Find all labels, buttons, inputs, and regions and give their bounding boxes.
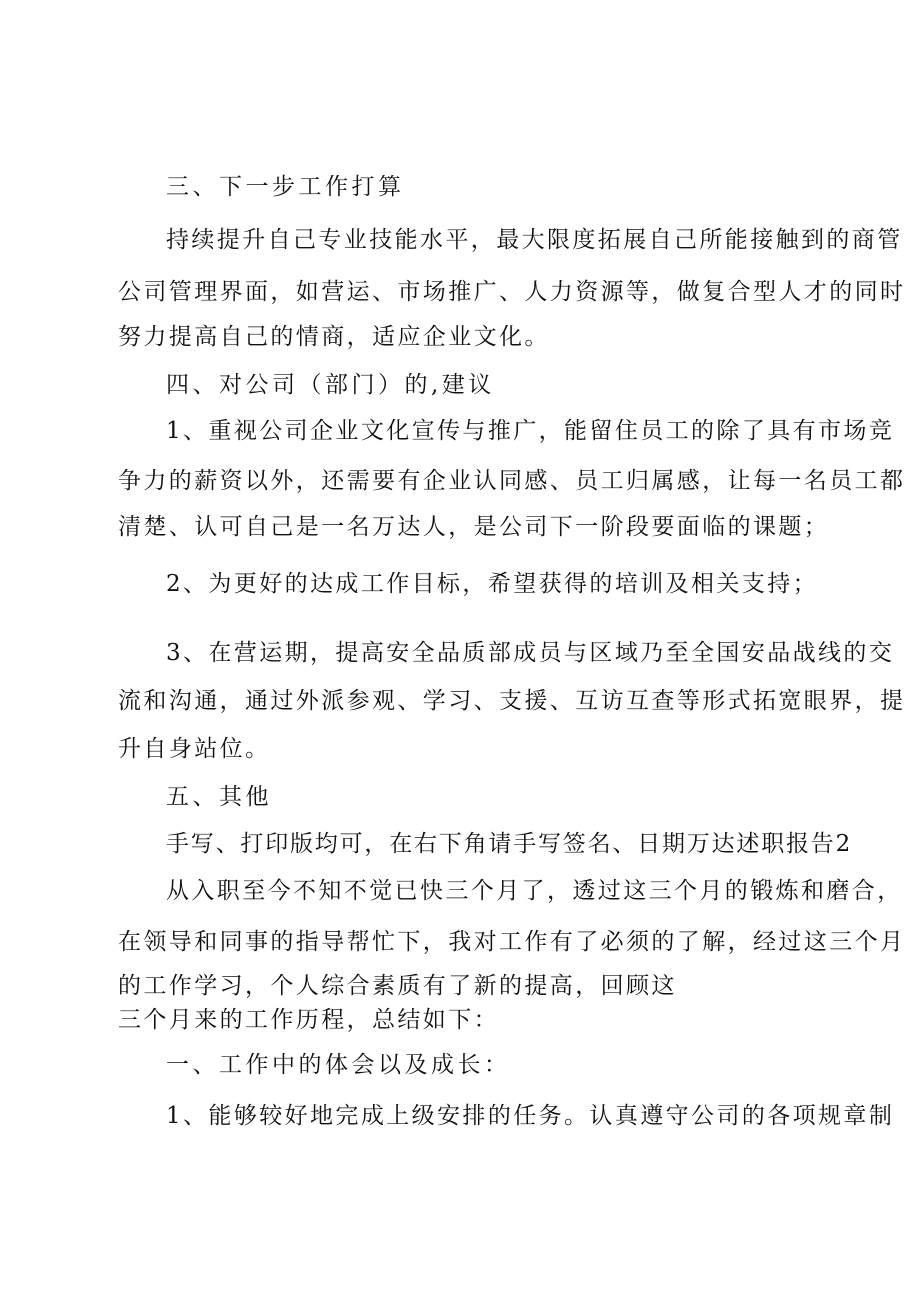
section-heading-experience: 一、工作中的体会以及成长：	[166, 1052, 511, 1078]
paragraph-line: 3、在营运期，提高安全品质部成员与区域乃至全国安品战线的交	[166, 640, 895, 666]
paragraph-line: 升自身站位。	[118, 736, 271, 762]
paragraph-line: 清楚、认可自己是一名万达人，是公司下一阶段要面临的课题；	[118, 514, 830, 540]
paragraph-line: 持续提升自己专业技能水平，最大限度拓展自己所能接触到的商管	[166, 227, 903, 253]
paragraph-line: 三个月来的工作历程，总结如下：	[118, 1007, 499, 1033]
paragraph-line: 2、为更好的达成工作目标，希望获得的培训及相关支持；	[166, 571, 819, 597]
paragraph-line: 在领导和同事的指导帮忙下，我对工作有了必须的了解，经过这三个月	[118, 929, 906, 955]
paragraph-line: 1、重视公司企业文化宣传与推广，能留住员工的除了具有市场竞	[166, 418, 895, 444]
paragraph-line: 流和沟通，通过外派参观、学习、支援、互访互查等形式拓宽眼界，提	[118, 688, 906, 714]
section-heading-other: 五、其他	[166, 784, 272, 810]
section-heading-suggestions: 四、对公司（部门）的,建议	[166, 372, 495, 398]
paragraph-line: 争力的薪资以外，还需要有企业认同感、员工归属感，让每一名员工都	[118, 468, 906, 494]
paragraph-line: 公司管理界面，如营运、市场推广、人力资源等，做复合型人才的同时	[118, 279, 906, 305]
paragraph-line: 努力提高自己的情商，适应企业文化。	[118, 324, 550, 350]
paragraph-line: 手写、打印版均可，在右下角请手写签名、日期万达述职报告2	[166, 831, 853, 857]
section-heading-next-steps: 三、下一步工作打算	[166, 174, 405, 200]
paragraph-line: 的工作学习，个人综合素质有了新的提高，回顾这	[118, 973, 677, 999]
paragraph-line: 从入职至今不知不觉已快三个月了，透过这三个月的锻炼和磨合，	[166, 878, 903, 904]
paragraph-line: 1、能够较好地完成上级安排的任务。认真遵守公司的各项规章制	[166, 1103, 895, 1129]
